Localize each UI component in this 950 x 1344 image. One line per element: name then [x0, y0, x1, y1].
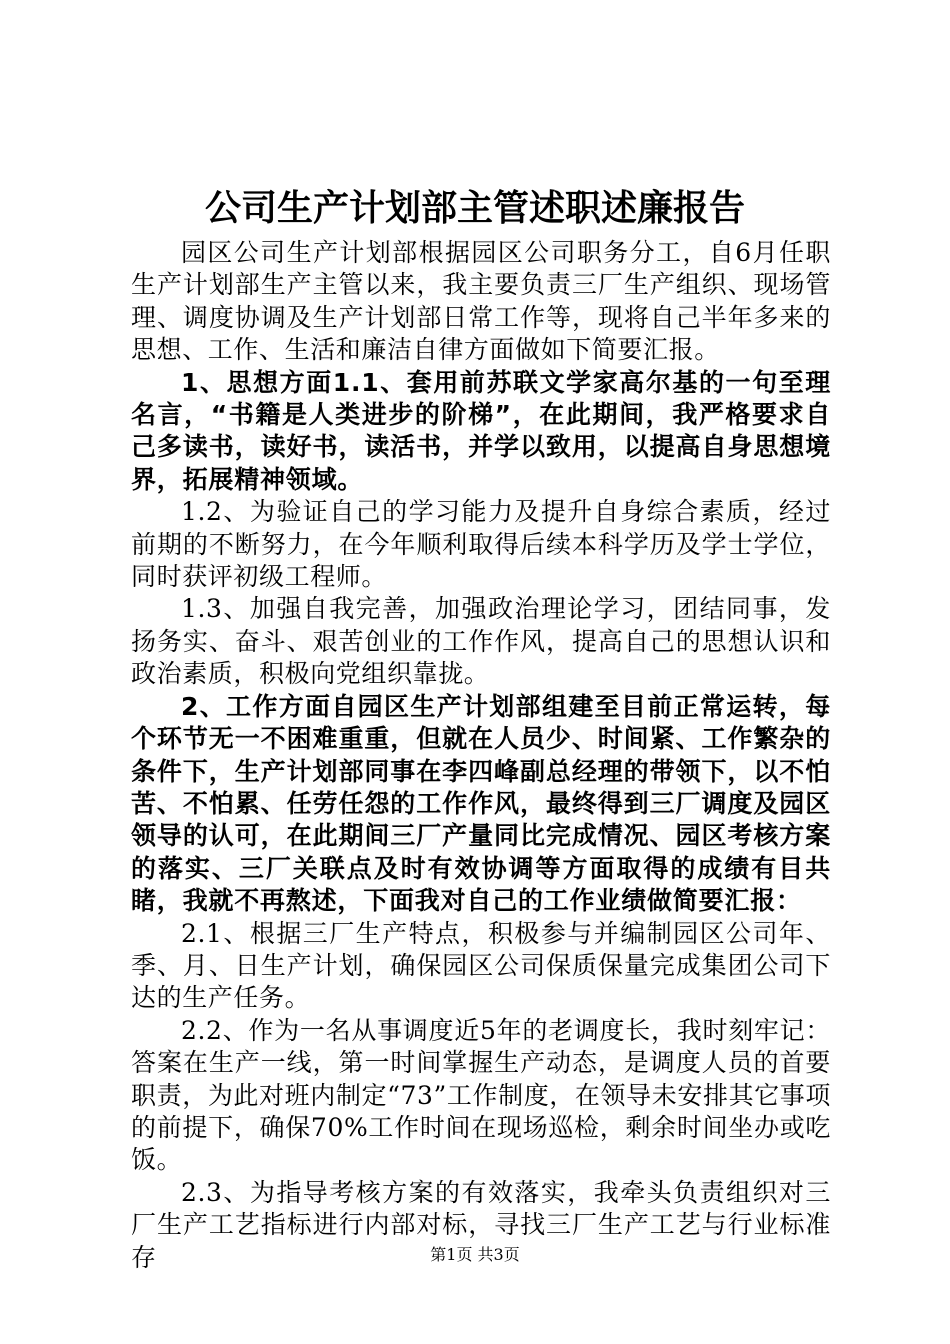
document-body	[131, 237, 831, 1274]
paragraph-1-3: 1.3、加强自我完善，加强政治理论学习，团结同事，发扬务实、奋斗、艰苦创业的工作作风，提高自己的思想认识和政治素质，积极向党组织靠拢。	[131, 594, 831, 689]
document-title: 公司生产计划部主管述职述廉报告	[204, 187, 745, 229]
paragraph-2-1: 2.1、根据三厂生产特点，积极参与并编制园区公司年、季、月、日生产计划，确保园区公司保质保量完成集团公司下达的生产任务。	[131, 918, 831, 1013]
page-number-footer: 第1页 共3页	[430, 1245, 520, 1264]
paragraph-1-2: 1.2、为验证自己的学习能力及提升自身综合素质，经过前期的不断努力，在今年顺利取得后续本科学历及学士学位，同时获评初级工程师。	[131, 497, 831, 592]
paragraph-2-3: 2.3、为指导考核方案的有效落实，我牵头负责组织对三厂生产工艺指标进行内部对标，寻找三厂生产工艺与行业标准存	[131, 1177, 831, 1272]
paragraph-section-2-work: 2、工作方面自园区生产计划部组建至目前正常运转，每个环节无一不困难重重，但就在人员少、时间紧、工作繁杂的条件下，生产计划部同事在李四峰副总经理的带领下，以不怕苦、不怕累、任劳任怨的工作作风，最终得到三厂调度及园区领导的认可，在此期间三厂产量同比完成情况、园区考核方案的落实、三厂关联点及时有效协调等方面取得的成绩有目共睹，我就不再熬述，下面我对自己的工作业绩做简要汇报：	[131, 691, 831, 916]
paragraph-section-1-thought: 1、思想方面1.1、套用前苏联文学家高尔基的一句至理名言，“书籍是人类进步的阶梯”，在此期间，我严格要求自己多读书，读好书，读活书，并学以致用，以提高自身思想境界，拓展精神领域。	[131, 367, 831, 494]
paragraph-2-2: 2.2、作为一名从事调度近5年的老调度长，我时刻牢记：答案在生产一线，第一时间掌握生产动态，是调度人员的首要职责，为此对班内制定“73”工作制度，在领导未安排其它事项的前提下，确保70%工作时间在现场巡检，剩余时间坐办或吃饭。	[131, 1015, 831, 1175]
paragraph-intro: 园区公司生产计划部根据园区公司职务分工，自6月任职生产计划部生产主管以来，我主要负责三厂生产组织、现场管理、调度协调及生产计划部日常工作等，现将自己半年多来的思想、工作、生活和廉洁自律方面做如下简要汇报。	[131, 238, 831, 365]
